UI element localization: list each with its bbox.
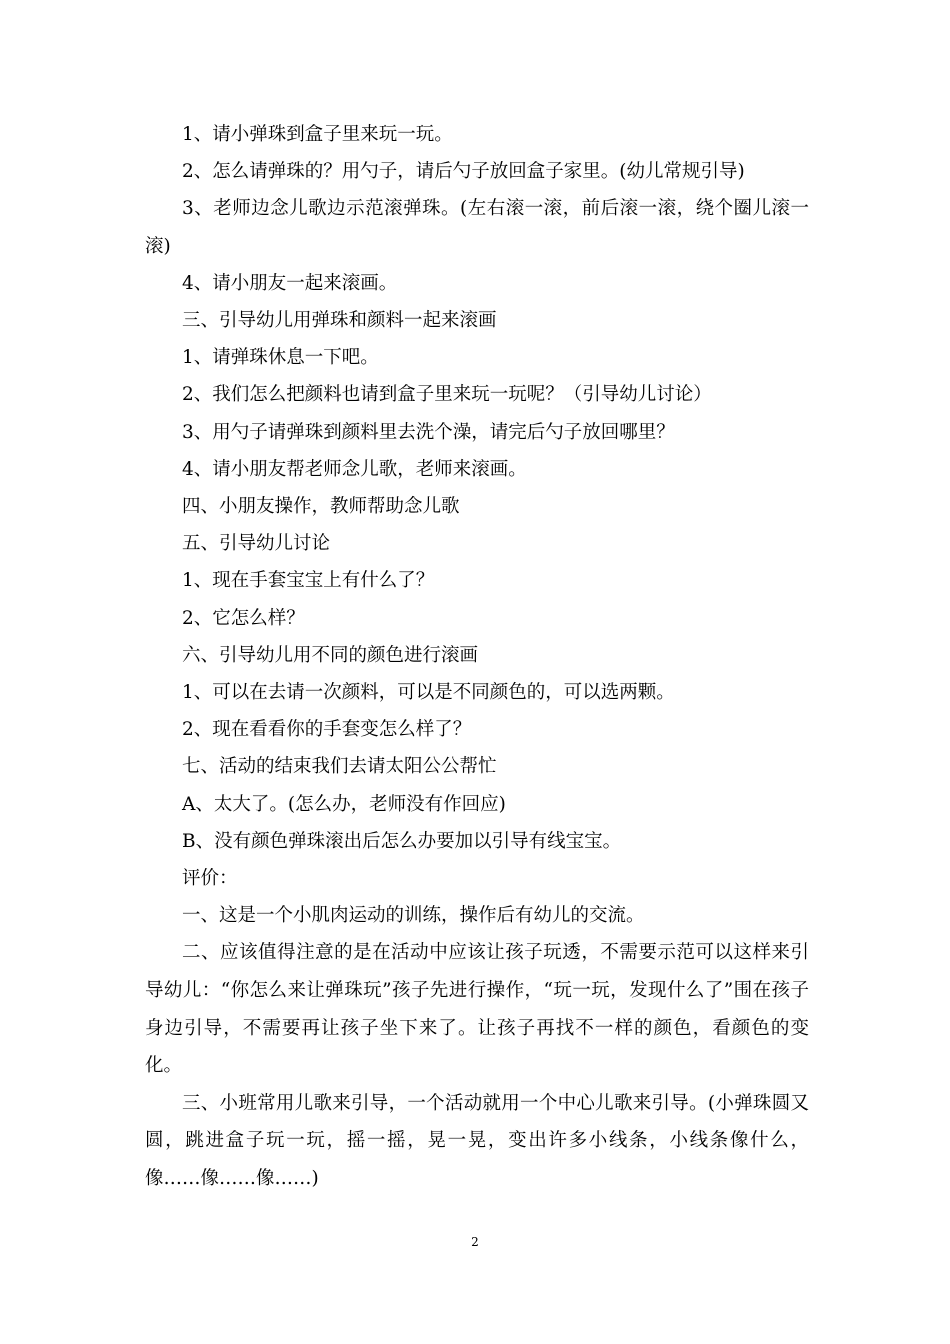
paragraph: 2、怎么请弹珠的？用勺子，请后勺子放回盒子家里。(幼儿常规引导) [182,161,745,183]
page-number: 2 [471,1235,479,1249]
paragraph: 2、我们怎么把颜料也请到盒子里来玩一玩呢？（引导幼儿讨论） [182,384,712,406]
paragraph: 1、请小弹珠到盒子里来玩一玩。 [182,124,453,145]
evaluation-heading: 评价： [182,868,238,890]
section-heading: 七、活动的结束我们去请太阳公公帮忙 [182,756,497,778]
paragraph: 1、现在手套宝宝上有什么了？ [182,570,435,592]
paragraph: 4、请小朋友一起来滚画。 [182,272,398,294]
paragraph: A、太大了。(怎么办，老师没有作回应) [182,793,506,815]
paragraph: 1、请弹珠休息一下吧。 [182,347,379,369]
paragraph: 3、用勺子请弹珠到颜料里去洗个澡，请完后勺子放回哪里？ [182,421,675,443]
paragraph: 2、它怎么样？ [182,607,305,629]
document-body [145,116,809,1198]
paragraph: 1、可以在去请一次颜料，可以是不同颜色的，可以选两颗。 [182,682,675,704]
section-heading: 三、引导幼儿用弹珠和颜料一起来滚画 [182,310,497,332]
section-heading: 五、引导幼儿讨论 [182,533,331,555]
section-heading: 四、小朋友操作，教师帮助念儿歌 [182,496,460,518]
paragraph: 三、小班常用儿歌来引导，一个活动就用一个中心儿歌来引导。(小弹珠圆又圆，跳进盒子玩一玩，摇一摇，晃一晃，变出许多小线条，小线条像什么，像……像……像……) [145,1092,809,1190]
paragraph: 一、这是一个小肌肉运动的训练，操作后有幼儿的交流。 [182,905,645,927]
section-heading: 六、引导幼儿用不同的颜色进行滚画 [182,644,479,666]
paragraph: B、没有颜色弹珠滚出后怎么办要加以引导有线宝宝。 [182,830,622,852]
paragraph: 2、现在看看你的手套变怎么样了？ [182,719,472,741]
paragraph: 二、应该值得注意的是在活动中应该让孩子玩透，不需要示范可以这样来引导幼儿：“你怎么来让弹珠玩”孩子先进行操作，“玩一玩，发现什么了”围在孩子身边引导，不需要再让孩子坐下来了。让孩子再找不一样的颜色，看颜色的变化。 [145,942,809,1077]
paragraph: 4、请小朋友帮老师念儿歌，老师来滚画。 [182,458,527,480]
paragraph: 3、老师边念儿歌边示范滚弹珠。(左右滚一滚，前后滚一滚，绕个圈儿滚一滚) [145,198,809,257]
